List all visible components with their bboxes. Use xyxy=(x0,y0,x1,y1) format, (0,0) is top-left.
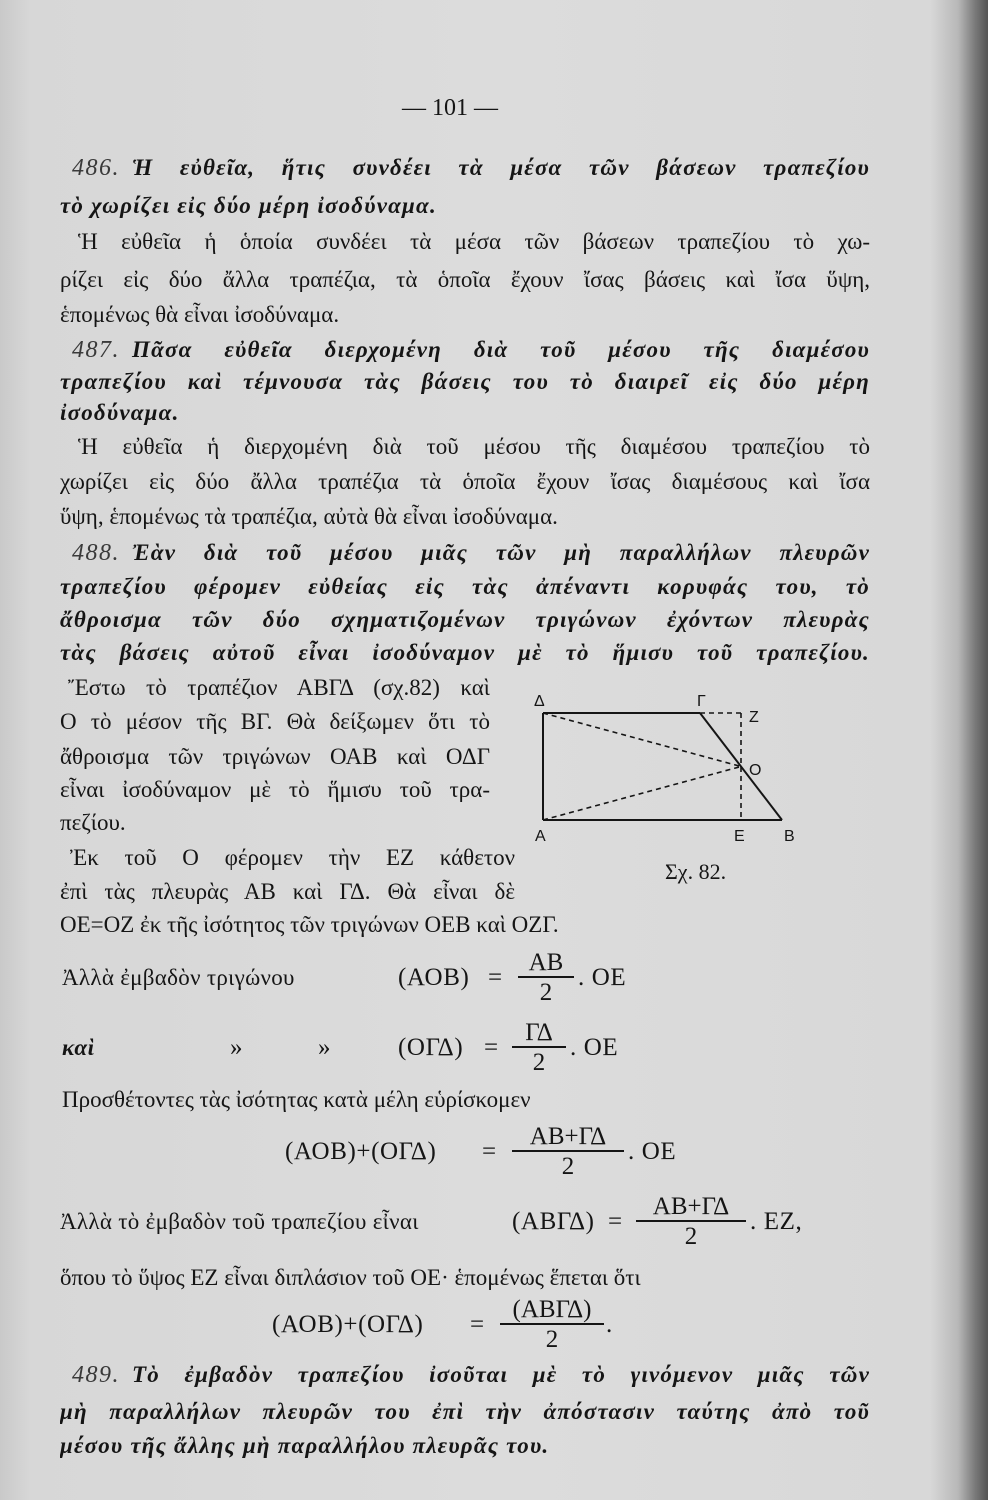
proof-486-line-3: ἑπομένως θὰ εἶναι ἰσοδύναμα. xyxy=(60,302,340,327)
vertex-label-alpha: Α xyxy=(535,828,546,845)
equation-relation: = xyxy=(482,1138,497,1165)
segment-delta-o xyxy=(543,713,741,767)
segment-alpha-o xyxy=(543,767,741,821)
theorem-486-line-2: τὸ χωρίζει εἰς δύο μέρη ἰσοδύναμα. xyxy=(60,193,437,218)
equation-area-aob xyxy=(0,949,988,1007)
equation-result xyxy=(0,1296,988,1354)
equation-text: Ἀλλὰ τὸ ἐμβαδὸν τοῦ τραπεζίου εἶναι xyxy=(60,1209,419,1234)
ditto-mark: » xyxy=(230,1034,244,1061)
equation-text: καὶ xyxy=(62,1035,95,1060)
proof-488-line-8: ΟΕ=ΟΖ ἐκ τῆς ἰσότητος τῶν τριγώνων ΟΕΒ καὶ ΟΖΓ. xyxy=(60,912,559,937)
theorem-487-line-3: ἰσοδύναμα. xyxy=(60,400,180,425)
point-label-o: Ο xyxy=(749,762,762,779)
proof-488-line-3: ἄθροισμα τῶν τριγώνων ΟΑΒ καὶ ΟΔΓ xyxy=(60,744,490,769)
fraction-numerator: ΑΒ xyxy=(518,949,574,978)
fraction xyxy=(512,1123,624,1181)
point-label-zeta: Ζ xyxy=(749,709,759,726)
proof-487-line-3: ὕψη, ἑπομένως τὰ τραπέζια, αὐτὰ θὰ εἶναι ἰσοδύναμα. xyxy=(60,504,558,529)
equation-lhs: (ΑΟΒ)+(ΟΓΔ) xyxy=(285,1138,437,1165)
equation-text: Ἀλλὰ ἐμβαδὸν τριγώνου xyxy=(62,965,295,990)
trapezoid-figure xyxy=(520,688,810,856)
equation-sum xyxy=(0,1123,988,1181)
equation-tail: . ΟΕ xyxy=(570,1034,619,1061)
equation-lhs: (ΟΓΔ) xyxy=(398,1034,464,1061)
equation-tail: . ΟΕ xyxy=(578,964,627,991)
proof-487-line-2: χωρίζει εἰς δύο ἄλλα τραπέζια τὰ ὁποῖα ἔχουν ἴσας διαμέσους καὶ ἴσα xyxy=(60,469,870,494)
theorem-text: Ἐὰν διὰ τοῦ μέσου μιᾶς τῶν μὴ παραλλήλων πλευρῶν xyxy=(132,540,870,565)
theorem-number: 489. xyxy=(72,1362,120,1388)
proof-488-line-4: εἶναι ἰσοδύναμον μὲ τὸ ἥμισυ τοῦ τρα- xyxy=(60,777,490,802)
theorem-489-line-3: μέσου τῆς ἄλλης μὴ παραλλήλου πλευρᾶς του. xyxy=(60,1433,550,1458)
equation-tail: . ΕΖ, xyxy=(750,1208,803,1235)
theorem-487-line-1 xyxy=(72,333,870,367)
theorem-488-line-2: τραπεζίου φέρομεν εὐθείας εἰς τὰς ἀπέναντι κορυφάς του, τὸ xyxy=(60,574,870,599)
fraction-denominator: 2 xyxy=(545,1326,559,1353)
proof-488-line-1: Ἔστω τὸ τραπέζιον ΑΒΓΔ (σχ.82) καὶ xyxy=(68,675,490,700)
theorem-text: Πᾶσα εὐθεῖα διερχομένη διὰ τοῦ μέσου τῆς διαμέσου xyxy=(132,337,870,362)
equation-lhs: (ΑΟΒ) xyxy=(398,964,470,991)
theorem-number: 486. xyxy=(72,155,120,181)
equation-relation: = xyxy=(608,1208,623,1235)
equation-tail: . xyxy=(606,1311,613,1338)
fraction xyxy=(518,949,574,1007)
theorem-number: 487. xyxy=(72,337,120,363)
height-line: ὅπου τὸ ὕψος ΕΖ εἶναι διπλάσιον τοῦ ΟΕ· ἑπομένως ἕπεται ὅτι xyxy=(60,1265,641,1290)
fraction-numerator: ΑΒ+ΓΔ xyxy=(512,1123,624,1152)
theorem-number: 488. xyxy=(72,540,120,566)
equation-lhs: (ΑΒΓΔ) xyxy=(512,1208,595,1235)
theorem-488-line-3: ἄθροισμα τῶν δύο σχηματιζομένων τριγώνων ἐχόντων πλευρὰς xyxy=(60,607,870,632)
theorem-487-line-2: τραπεζίου καὶ τέμνουσα τὰς βάσεις του τὸ διαιρεῖ εἰς δύο μέρη xyxy=(60,369,870,394)
proof-488-line-5: πεζίου. xyxy=(60,810,126,835)
equation-lhs: (ΑΟΒ)+(ΟΓΔ) xyxy=(272,1311,424,1338)
fraction-denominator: 2 xyxy=(532,1049,546,1076)
theorem-488-line-4: τὰς βάσεις αὐτοῦ εἶναι ἰσοδύναμον μὲ τὸ ἥμισυ τοῦ τραπεζίου. xyxy=(60,640,870,665)
theorem-489-line-1 xyxy=(72,1358,870,1392)
equation-relation: = xyxy=(484,1034,499,1061)
fraction-denominator: 2 xyxy=(539,979,553,1006)
proof-488-line-2: Ο τὸ μέσον τῆς ΒΓ. Θὰ δείξωμεν ὅτι τὸ xyxy=(60,709,490,734)
fraction xyxy=(636,1193,746,1251)
fraction-denominator: 2 xyxy=(561,1153,575,1180)
proof-488-line-7: ἐπὶ τὰς πλευρὰς ΑΒ καὶ ΓΔ. Θὰ εἶναι δὲ xyxy=(60,879,515,904)
vertex-label-beta: Β xyxy=(784,828,795,845)
equation-tail: . ΟΕ xyxy=(628,1138,677,1165)
fraction-numerator: ΑΒ+ΓΔ xyxy=(636,1193,746,1222)
proof-488-line-6: Ἐκ τοῦ Ο φέρομεν τὴν ΕΖ κάθετον xyxy=(70,845,515,870)
theorem-488-line-1 xyxy=(72,536,870,570)
fraction-numerator: (ΑΒΓΔ) xyxy=(500,1296,604,1325)
page-number: — 101 — xyxy=(402,95,498,121)
ditto-mark: » xyxy=(318,1034,332,1061)
fraction-numerator: ΓΔ xyxy=(512,1019,566,1048)
theorem-489-line-2: μὴ παραλλήλων πλευρῶν του ἐπὶ τὴν ἀπόστασιν ταύτης ἀπὸ τοῦ xyxy=(60,1399,870,1424)
proof-487-line-1: Ἡ εὐθεῖα ἡ διερχομένη διὰ τοῦ μέσου τῆς διαμέσου τραπεζίου τὸ xyxy=(78,434,870,459)
vertex-label-gamma: Γ xyxy=(697,693,706,710)
point-label-epsilon: Ε xyxy=(734,828,745,845)
fraction-denominator: 2 xyxy=(684,1223,698,1250)
proof-486-line-1: Ἡ εὐθεῖα ἡ ὁποία συνδέει τὰ μέσα τῶν βάσεων τραπεζίου τὸ χω- xyxy=(78,229,870,254)
equation-relation: = xyxy=(470,1311,485,1338)
equation-relation: = xyxy=(488,964,503,991)
theorem-text: Τὸ ἐμβαδὸν τραπεζίου ἰσοῦται μὲ τὸ γινόμενον μιᾶς τῶν xyxy=(132,1362,870,1387)
figure-caption: Σχ. 82. xyxy=(665,859,727,884)
fraction xyxy=(512,1019,566,1077)
vertex-label-delta: Δ xyxy=(534,693,545,710)
theorem-486-line-1 xyxy=(72,151,870,185)
fraction xyxy=(500,1296,604,1354)
theorem-text: Ἡ εὐθεῖα, ἥτις συνδέει τὰ μέσα τῶν βάσεων τραπεζίου xyxy=(132,155,870,180)
sum-line: Προσθέτοντες τὰς ἰσότητας κατὰ μέλη εὑρίσκομεν xyxy=(62,1087,531,1112)
equation-area-ogd xyxy=(0,1019,988,1077)
proof-486-line-2: ρίζει εἰς δύο ἄλλα τραπέζια, τὰ ὁποῖα ἔχουν ἴσας βάσεις καὶ ἴσα ὕψη, xyxy=(60,267,870,292)
equation-trapezoid-area xyxy=(0,1193,988,1251)
